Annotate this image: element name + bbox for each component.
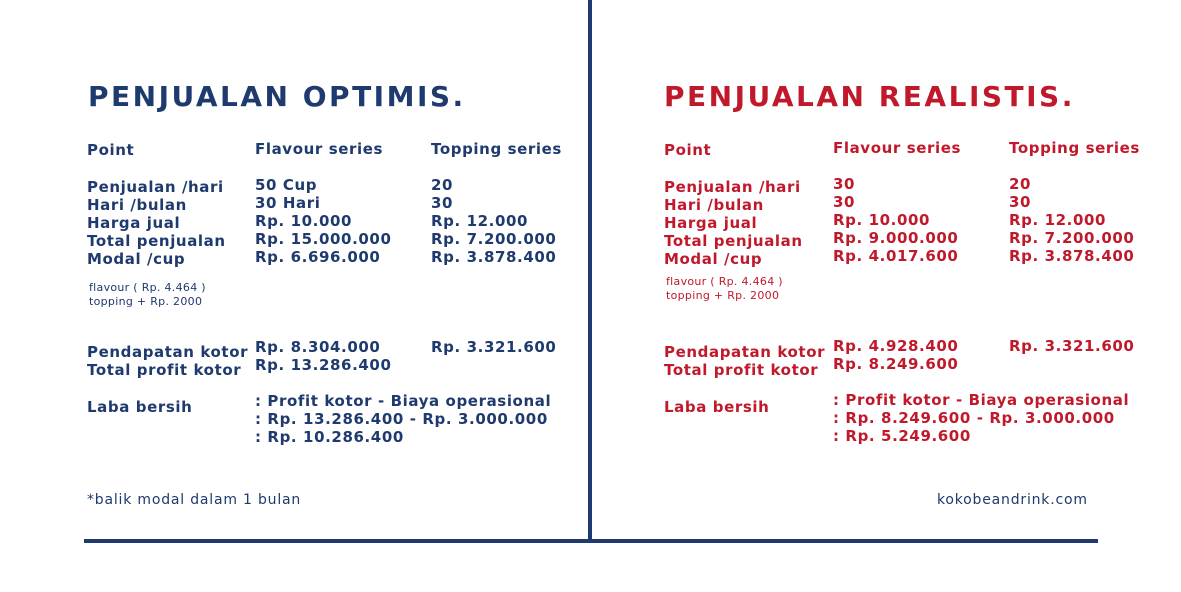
optimis-labels [87, 178, 226, 268]
flavour-value: Rp. 10.000 [255, 212, 353, 230]
row-label: Harga jual [87, 214, 181, 232]
realistis-header-topping: Topping series [1009, 139, 1140, 157]
bottom-rule [84, 539, 1098, 543]
optimis-topping-values [431, 176, 556, 266]
optimis-header-point: Point [87, 141, 135, 159]
income-flavour-value: Rp. 13.286.400 [255, 356, 392, 374]
row-label: Total penjualan [664, 232, 803, 250]
realistis-topping-values [1009, 175, 1134, 265]
realistis-header-flavour: Flavour series [833, 139, 962, 157]
income-label: Total profit kotor [664, 361, 819, 379]
laba-line: : Rp. 10.286.400 [255, 428, 404, 446]
row-label: Modal /cup [664, 250, 763, 268]
realistis-title: PENJUALAN REALISTIS. [664, 80, 1075, 113]
optimis-income-labels [87, 343, 248, 379]
realistis-income-flavour [833, 337, 958, 373]
flavour-value: Rp. 10.000 [833, 211, 931, 229]
topping-value: Rp. 3.878.400 [1009, 247, 1135, 265]
note: flavour ( Rp. 4.464 ) [89, 281, 206, 294]
website-link[interactable]: kokobeandrink.com [937, 492, 1088, 508]
flavour-value: Rp. 15.000.000 [255, 230, 392, 248]
income-flavour-value: Rp. 4.928.400 [833, 337, 959, 355]
laba-line: : Rp. 8.249.600 - Rp. 3.000.000 [833, 409, 1115, 427]
optimis-income-topping: Rp. 3.321.600 [431, 338, 557, 356]
flavour-value: 30 [833, 175, 856, 193]
optimis-header-flavour: Flavour series [255, 140, 384, 158]
flavour-value: 30 [833, 193, 856, 211]
note: flavour ( Rp. 4.464 ) [666, 275, 783, 288]
flavour-value: Rp. 9.000.000 [833, 229, 959, 247]
realistis-flavour-values [833, 175, 958, 265]
topping-value: 30 [431, 194, 454, 212]
optimis-title: PENJUALAN OPTIMIS. [88, 80, 466, 113]
topping-value: Rp. 7.200.000 [431, 230, 557, 248]
topping-value: Rp. 7.200.000 [1009, 229, 1135, 247]
row-label: Penjualan /hari [664, 178, 801, 196]
note: topping + Rp. 2000 [89, 295, 203, 308]
topping-value: 20 [431, 176, 454, 194]
realistis-income-labels [664, 343, 825, 379]
laba-line: : Rp. 5.249.600 [833, 427, 971, 445]
realistis-laba-label: Laba bersih [664, 398, 770, 416]
center-divider [588, 0, 592, 543]
optimis-notes [89, 281, 206, 309]
row-label: Hari /bulan [664, 196, 764, 214]
topping-value: Rp. 3.878.400 [431, 248, 557, 266]
optimis-header-topping: Topping series [431, 140, 562, 158]
laba-line: : Profit kotor - Biaya operasional [255, 392, 552, 410]
optimis-laba-lines [255, 392, 551, 446]
realistis-laba-lines [833, 391, 1129, 445]
laba-line: : Rp. 13.286.400 - Rp. 3.000.000 [255, 410, 548, 428]
optimis-laba-label: Laba bersih [87, 398, 193, 416]
flavour-value: 50 Cup [255, 176, 318, 194]
row-label: Total penjualan [87, 232, 226, 250]
optimis-income-flavour [255, 338, 392, 374]
flavour-value: Rp. 6.696.000 [255, 248, 381, 266]
row-label: Modal /cup [87, 250, 186, 268]
row-label: Hari /bulan [87, 196, 187, 214]
income-label: Total profit kotor [87, 361, 242, 379]
income-flavour-value: Rp. 8.304.000 [255, 338, 381, 356]
laba-line: : Profit kotor - Biaya operasional [833, 391, 1130, 409]
topping-value: 30 [1009, 193, 1032, 211]
income-label: Pendapatan kotor [664, 343, 826, 361]
optimis-footnote: *balik modal dalam 1 bulan [87, 492, 302, 508]
topping-value: Rp. 12.000 [1009, 211, 1107, 229]
topping-value: 20 [1009, 175, 1032, 193]
realistis-labels [664, 178, 803, 268]
income-flavour-value: Rp. 8.249.600 [833, 355, 959, 373]
realistis-income-topping: Rp. 3.321.600 [1009, 337, 1135, 355]
note: topping + Rp. 2000 [666, 289, 780, 302]
optimis-flavour-values [255, 176, 392, 266]
realistis-notes [666, 275, 783, 303]
realistis-header-point: Point [664, 141, 712, 159]
row-label: Harga jual [664, 214, 758, 232]
row-label: Penjualan /hari [87, 178, 224, 196]
flavour-value: 30 Hari [255, 194, 321, 212]
flavour-value: Rp. 4.017.600 [833, 247, 959, 265]
income-label: Pendapatan kotor [87, 343, 249, 361]
topping-value: Rp. 12.000 [431, 212, 529, 230]
